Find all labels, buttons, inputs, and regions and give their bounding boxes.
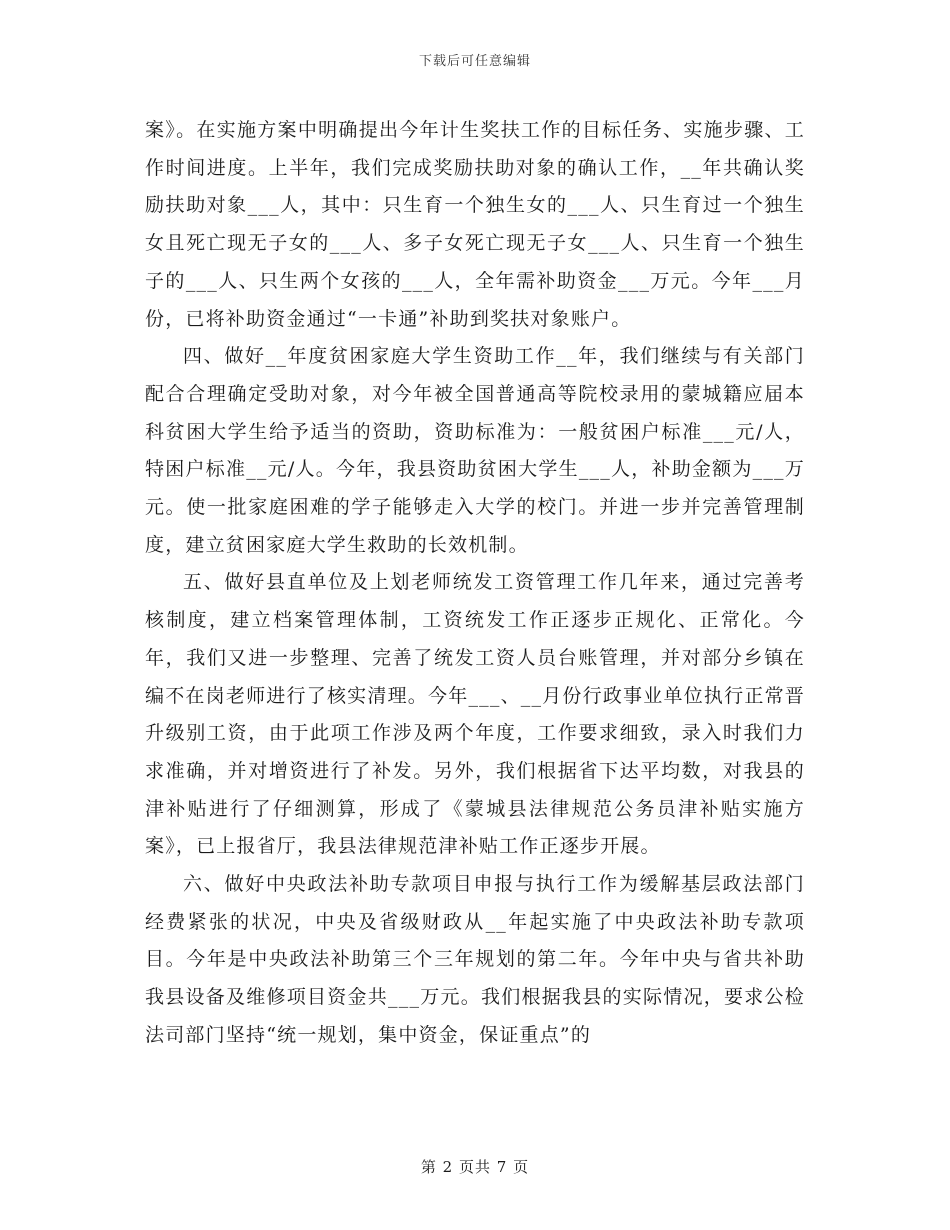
paragraph-section-5: 五、做好县直单位及上划老师统发工资管理工作几年来，通过完善考核制度，建立档案管理体制，工资统发工作正逐步正规化、正常化。今年，我们又进一步整理、完善了统发工资人员台账管理，并对部分乡镇在编不在岗老师进行了核实清理。今年___、__月份行政事业单位执行正常晋升级别工资，由于此项工作涉及两个年度，工作要求细致，录入时我们力求准确，并对增资进行了补发。另外，我们根据省下达平均数，对我县的津补贴进行了仔细测算，形成了《蒙城县法律规范公务员津补贴实施方案》，已上报省厅，我县法律规范津补贴工作正逐步开展。 — [145, 571, 805, 858]
document-body — [145, 112, 805, 1055]
paragraph-continuation: 案》。在实施方案中明确提出今年计生奖扶工作的目标任务、实施步骤、工作时间进度。上半年，我们完成奖励扶助对象的确认工作，__年共确认奖励扶助对象___人，其中：只生育一个独生女的___人、只生育过一个独生女且死亡现无子女的___人、多子女死亡现无子女___人、只生育一个独生子的___人、只生两个女孩的___人，全年需补助资金___万元。今年___月份，已将补助资金通过“一卡通”补助到奖扶对象账户。 — [145, 119, 805, 330]
paragraph-section-6: 六、做好中央政法补助专款项目申报与执行工作为缓解基层政法部门经费紧张的状况，中央及省级财政从__年起实施了中央政法补助专款项目。今年是中央政法补助第三个三年规划的第二年。今年中央与省共补助我县设备及维修项目资金共___万元。我们根据我县的实际情况，要求公检法司部门坚持“统一规划，集中资金，保证重点”的 — [145, 873, 805, 1046]
page-header: 下载后可任意编辑 — [418, 54, 531, 69]
page-number: 第 2 页共 7 页 — [420, 1158, 530, 1176]
paragraph-section-4: 四、做好__年度贫困家庭大学生资助工作__年，我们继续与有关部门配合合理确定受助对象，对今年被全国普通高等院校录用的蒙城籍应届本科贫困大学生给予适当的资助，资助标准为：一般贫困户标准___元/人，特困户标准__元/人。今年，我县资助贫困大学生___人，补助金额为___万元。使一批家庭困难的学子能够走入大学的校门。并进一步并完善管理制度，建立贫困家庭大学生救助的长效机制。 — [145, 345, 805, 556]
